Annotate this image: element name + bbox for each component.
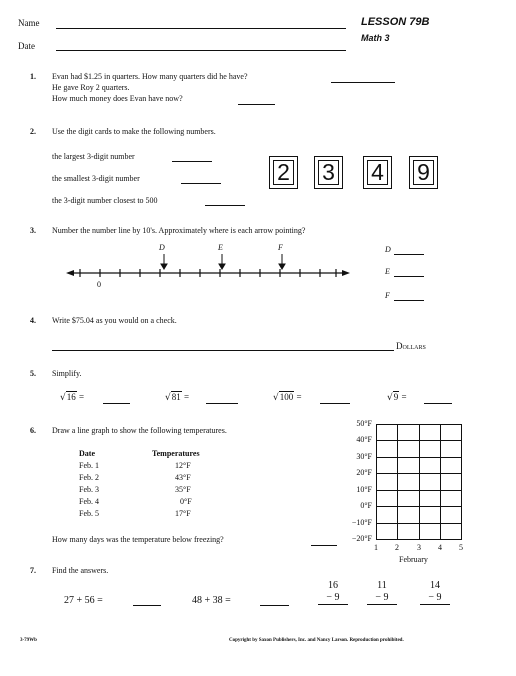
q6-number: 6. [30, 426, 36, 435]
answer-f-label: F [385, 291, 390, 300]
arrow-label-f: F [278, 243, 283, 252]
table-row-date: Feb. 4 [79, 497, 99, 506]
x-tick-label: 4 [438, 543, 442, 552]
q3-prompt: Number the number line by 10's. Approximately where is each arrow pointing? [52, 226, 306, 235]
sqrt-16: √16 = [60, 392, 85, 403]
q2-c-label: the 3-digit number closest to 500 [52, 196, 158, 205]
addition-1-answer-line[interactable] [133, 605, 161, 606]
digit-card: 4 [363, 156, 392, 189]
q1-line2: He gave Roy 2 quarters. [52, 83, 130, 92]
subtraction-top: 14 [430, 580, 440, 591]
table-row-temp: 0°F [180, 497, 192, 506]
dollars-label: Dollars [396, 341, 426, 351]
course-name: Math 3 [361, 33, 390, 43]
col-header-temp: Temperatures [152, 449, 200, 458]
subtraction-problem [367, 580, 397, 605]
subtraction-bottom: − 9 [367, 592, 397, 605]
answer-f-line[interactable] [394, 300, 424, 301]
x-tick-label: 5 [459, 543, 463, 552]
digit-card: 9 [409, 156, 438, 189]
table-row-temp: 35°F [175, 485, 191, 494]
col-header-date: Date [79, 449, 95, 458]
sqrt-81-radicand: 81 [171, 392, 181, 402]
x-tick-label: 3 [417, 543, 421, 552]
q1-number: 1. [30, 72, 36, 81]
q6-prompt: Draw a line graph to show the following temperatures. [52, 426, 227, 435]
grid-line-vertical [376, 424, 377, 540]
sqrt-100: √100 = [273, 392, 302, 403]
table-row-temp: 17°F [175, 509, 191, 518]
y-tick-label: 0°F [360, 501, 372, 510]
temperature-graph-grid[interactable] [376, 424, 461, 539]
q1-line3: How much money does Evan have now? [52, 94, 183, 103]
table-row-temp: 12°F [175, 461, 191, 470]
q2-number: 2. [30, 127, 36, 136]
sqrt-81: √81 = [165, 392, 190, 403]
sqrt-9: √9 = [387, 392, 407, 403]
q2-c-line[interactable] [205, 205, 245, 206]
subtraction-bottom: − 9 [318, 592, 348, 605]
sqrt-9-answer-line[interactable] [424, 403, 452, 404]
sqrt-16-answer-line[interactable] [103, 403, 130, 404]
q3-number: 3. [30, 226, 36, 235]
q4-prompt: Write $75.04 as you would on a check. [52, 316, 177, 325]
arrow-label-d: D [159, 243, 165, 252]
y-tick-label: 50°F [356, 419, 372, 428]
q5-number: 5. [30, 369, 36, 378]
sqrt-9-radicand: 9 [393, 392, 399, 402]
sqrt-100-answer-line[interactable] [320, 403, 350, 404]
y-tick-label: −20°F [351, 534, 372, 543]
q4-number: 4. [30, 316, 36, 325]
footer-copyright: Copyright by Saxon Publishers, Inc. and Nancy Larson. Reproduction prohibited. [229, 638, 404, 643]
sqrt-81-answer-line[interactable] [206, 403, 238, 404]
subtraction-problem [318, 580, 348, 605]
q2-b-label: the smallest 3-digit number [52, 174, 140, 183]
subtraction-top: 11 [377, 580, 387, 591]
y-tick-label: −10°F [351, 518, 372, 527]
y-tick-label: 30°F [356, 452, 372, 461]
y-tick-label: 20°F [356, 468, 372, 477]
y-tick-label: 10°F [356, 485, 372, 494]
q1-answer2-line[interactable] [238, 104, 275, 105]
number-line-axis [66, 269, 350, 277]
name-line[interactable] [56, 28, 346, 29]
addition-2: 48 + 38 = [192, 595, 231, 606]
y-tick-label: 40°F [356, 435, 372, 444]
x-axis-label: February [399, 555, 428, 564]
subtraction-top: 16 [328, 580, 338, 591]
sqrt-100-radicand: 100 [279, 392, 294, 402]
date-label: Date [18, 41, 35, 51]
q1-answer1-line[interactable] [331, 82, 395, 83]
q6-question: How many days was the temperature below freezing? [52, 535, 224, 544]
q2-b-line[interactable] [181, 183, 221, 184]
q2-a-line[interactable] [172, 161, 212, 162]
date-line[interactable] [56, 50, 346, 51]
answer-e-line[interactable] [394, 276, 424, 277]
number-line-zero: 0 [97, 280, 101, 289]
subtraction-problem [420, 580, 450, 605]
table-row-temp: 43°F [175, 473, 191, 482]
answer-d-label: D [385, 245, 391, 254]
check-amount-line[interactable] [52, 350, 394, 351]
digit-card: 2 [269, 156, 298, 189]
q6-answer-line[interactable] [311, 545, 337, 546]
grid-line-vertical [440, 424, 441, 540]
q7-prompt: Find the answers. [52, 566, 109, 575]
footer-code: 3-79Wb [20, 638, 37, 643]
table-row-date: Feb. 1 [79, 461, 99, 470]
subtraction-bottom: − 9 [420, 592, 450, 605]
q2-a-label: the largest 3-digit number [52, 152, 135, 161]
q5-prompt: Simplify. [52, 369, 82, 378]
addition-1: 27 + 56 = [64, 595, 103, 606]
sqrt-16-radicand: 16 [66, 392, 76, 402]
answer-e-label: E [385, 267, 390, 276]
grid-line-vertical [419, 424, 420, 540]
q7-number: 7. [30, 566, 36, 575]
q1-line1: Evan had $1.25 in quarters. How many quarters did he have? [52, 72, 248, 81]
digit-card: 3 [314, 156, 343, 189]
arrow-label-e: E [218, 243, 223, 252]
addition-2-answer-line[interactable] [260, 605, 289, 606]
table-row-date: Feb. 5 [79, 509, 99, 518]
q2-prompt: Use the digit cards to make the following numbers. [52, 127, 216, 136]
x-tick-label: 1 [374, 543, 378, 552]
table-row-date: Feb. 2 [79, 473, 99, 482]
number-line [66, 240, 356, 290]
name-label: Name [18, 18, 40, 28]
lesson-title: LESSON 79B [361, 16, 430, 28]
grid-line-vertical [397, 424, 398, 540]
answer-d-line[interactable] [394, 254, 424, 255]
table-row-date: Feb. 3 [79, 485, 99, 494]
grid-line-vertical [461, 424, 462, 540]
x-tick-label: 2 [395, 543, 399, 552]
